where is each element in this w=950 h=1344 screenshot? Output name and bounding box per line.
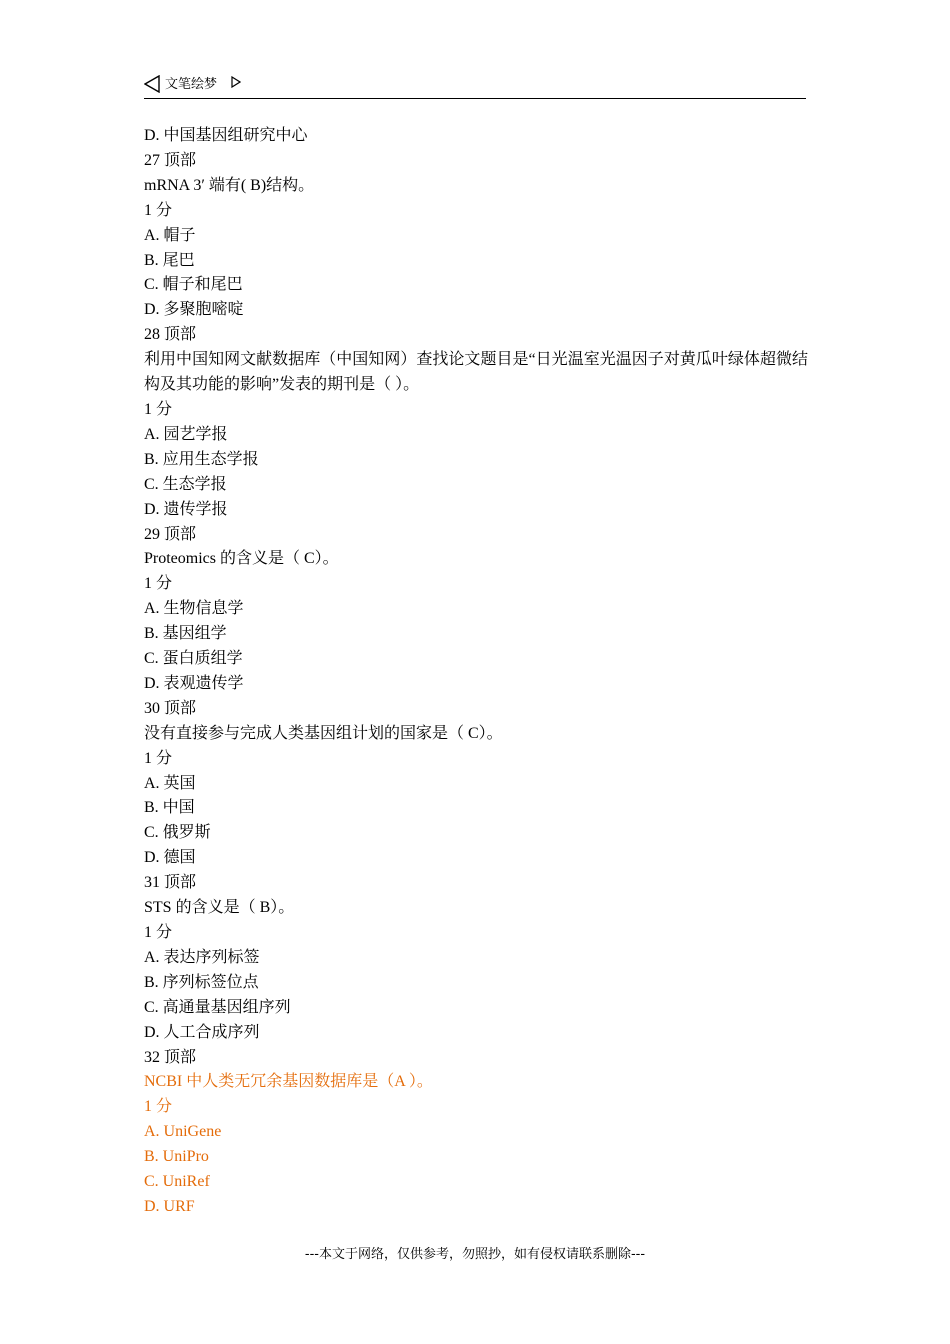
option-line: D. 德国 (144, 849, 196, 867)
question-score: 1 分 (144, 400, 173, 418)
header-title: 文笔绘梦 (165, 77, 218, 92)
question-text: NCBI 中人类无冗余基因数据库是（A ）。 (144, 1073, 433, 1091)
option-line: A. 表达序列标签 (144, 948, 260, 966)
question-text: 利用中国知网文献数据库（中国知网）查找论文题目是“日光温室光温因子对黄瓜叶绿体超微结构及其功能的影响”发表的期刊是（ ）。 (144, 351, 808, 394)
question-number: 27 顶部 (144, 151, 197, 169)
option-line: D. URF (144, 1197, 195, 1215)
option-line: C. 蛋白质组学 (144, 650, 243, 668)
option-line: A. 园艺学报 (144, 425, 228, 443)
question-number: 28 顶部 (144, 326, 197, 344)
question-score: 1 分 (144, 575, 173, 593)
option-line: D. 多聚胞嘧啶 (144, 301, 244, 319)
option-line: C. 俄罗斯 (144, 824, 211, 842)
option-line: B. 尾巴 (144, 251, 195, 269)
option-line: D. 表观遗传学 (144, 674, 244, 692)
option-line: B. 序列标签位点 (144, 973, 259, 991)
question-number: 29 顶部 (144, 525, 197, 543)
question-text: STS 的含义是（ B）。 (144, 899, 295, 917)
option-line: A. 帽子 (144, 226, 196, 244)
option-line: A. UniGene (144, 1123, 222, 1141)
question-text: mRNA 3′ 端有( B)结构。 (144, 176, 315, 194)
option-line: A. 英国 (144, 774, 196, 792)
option-line: B. 基因组学 (144, 625, 227, 643)
question-score: 1 分 (144, 924, 173, 941)
triangle-left-outline-icon (144, 75, 160, 93)
question-score: 1 分 (144, 749, 173, 767)
question-text: Proteomics 的含义是（ C）。 (144, 550, 339, 568)
option-line: C. 高通量基因组序列 (144, 998, 291, 1016)
triangle-right-outline-icon (231, 75, 241, 87)
question-number: 32 顶部 (144, 1048, 197, 1066)
question-number: 30 顶部 (144, 699, 197, 717)
document-body (144, 124, 808, 1220)
option-line: D. 人工合成序列 (144, 1023, 260, 1041)
option-line: B. UniPro (144, 1148, 209, 1166)
question-text: 没有直接参与完成人类基因组计划的国家是（ C）。 (144, 724, 503, 742)
option-line: C. 帽子和尾巴 (144, 276, 243, 294)
option-line: B. 中国 (144, 799, 195, 817)
option-line: C. 生态学报 (144, 475, 227, 493)
question-score: 1 分 (144, 1098, 173, 1116)
question-number: 31 顶部 (144, 874, 197, 892)
page-header (144, 72, 806, 99)
option-line: B. 应用生态学报 (144, 450, 259, 468)
page-footer: ---本文于网络，仅供参考，勿照抄，如有侵权请联系删除--- (304, 1247, 646, 1262)
option-line: D. 遗传学报 (144, 500, 228, 518)
option-line: C. UniRef (144, 1173, 210, 1191)
option-line: D. 中国基因组研究中心 (144, 127, 308, 144)
option-line: A. 生物信息学 (144, 600, 244, 618)
question-score: 1 分 (144, 201, 173, 219)
